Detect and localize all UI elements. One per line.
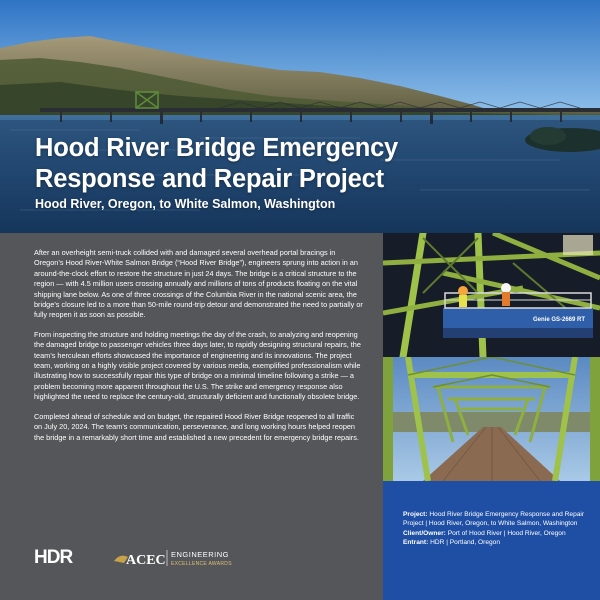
- paragraph-2: From inspecting the structure and holding meetings the day of the crash, to analyzing and reopening the damaged bridge to passenger vehicles three days later, to rapidly designing structural repairs, the team’s herculean efforts showcased the importance of engineering and its innovations. The project team, working on a highly visible project covered by various media, exemplified professionalism while illustrating how to successfully repair this type of bridge on a minimal timeline following a strike — a problem becoming more apparent throughout the U.S. The strike and emergency response also highlighted the need to replace the century-old, structurally deficient and functionally obsolete bridge.: [34, 329, 361, 402]
- hero-photo: [0, 0, 600, 233]
- acec-logo-mark: [112, 547, 252, 569]
- paragraph-1: After an overheight semi-truck collided with and damaged several overhead portal bracings in Oregon’s Hood River-White Salmon Bridge (“Hood River Bridge”), engineers sprung into action in an around-the-clock effort to restore the structure in just 24 days. The bridge is a critical structure to the region — with 4.5 million users crossing annually and millions of tons of products floating on the vital shipping lane below. As one of three crossings of the Columbia River in the national scenic area, the bridge’s closure led to a more than 50-mile round-trip detour and demonstrated the need to partially or fully reopen it as soon as possible.: [34, 248, 363, 320]
- client-line: [403, 529, 588, 538]
- acec-engineering-text: ENGINEERING: [171, 550, 230, 559]
- client-value: Port of Hood River | Hood River, Oregon: [447, 529, 566, 537]
- acec-awards-text: EXCELLENCE AWARDS: [171, 561, 232, 567]
- hdr-logo-text: HDR: [34, 547, 73, 567]
- entrant-label: Entrant:: [403, 538, 429, 546]
- project-label: Project:: [403, 511, 428, 518]
- client-label: Client/Owner:: [403, 529, 446, 537]
- bridge-deck-photo: [383, 357, 600, 481]
- paragraph-3: Completed ahead of schedule and on budget, the repaired Hood River Bridge reopened to all traffic on July 20, 2024. The team’s communication, perseverance, and long working hours helped reopen the bridge in a remarkably short time and established a new precedent for emergency bridge repairs.: [34, 411, 359, 442]
- hdr-logo: [34, 545, 76, 567]
- acec-logo-text: ACEC: [126, 553, 166, 568]
- entrant-line: [403, 538, 588, 547]
- night-repair-image: [383, 233, 600, 357]
- page-subtitle: Hood River, Oregon, to White Salmon, Washington: [35, 197, 336, 211]
- project-line: [403, 510, 588, 529]
- bridge-deck-image: [383, 357, 600, 481]
- lift-label: Genie GS-2669 RT: [533, 317, 586, 323]
- night-repair-photo: [383, 233, 600, 357]
- project-value: Hood River Bridge Emergency Response and Repair Project | Hood River, Oregon, to White Salmon, Washington: [403, 511, 585, 528]
- hdr-logo-mark: [34, 545, 76, 567]
- description-text: [34, 248, 364, 452]
- entrant-value: HDR | Portland, Oregon: [430, 538, 501, 546]
- project-info-box: [383, 481, 600, 600]
- page-title-line-2: Response and Repair Project: [35, 165, 384, 193]
- project-info-text: [403, 510, 588, 547]
- page-title-line-1: Hood River Bridge Emergency: [35, 134, 399, 162]
- acec-engineering-excellence-logo: [112, 547, 252, 569]
- page-title: [35, 133, 455, 195]
